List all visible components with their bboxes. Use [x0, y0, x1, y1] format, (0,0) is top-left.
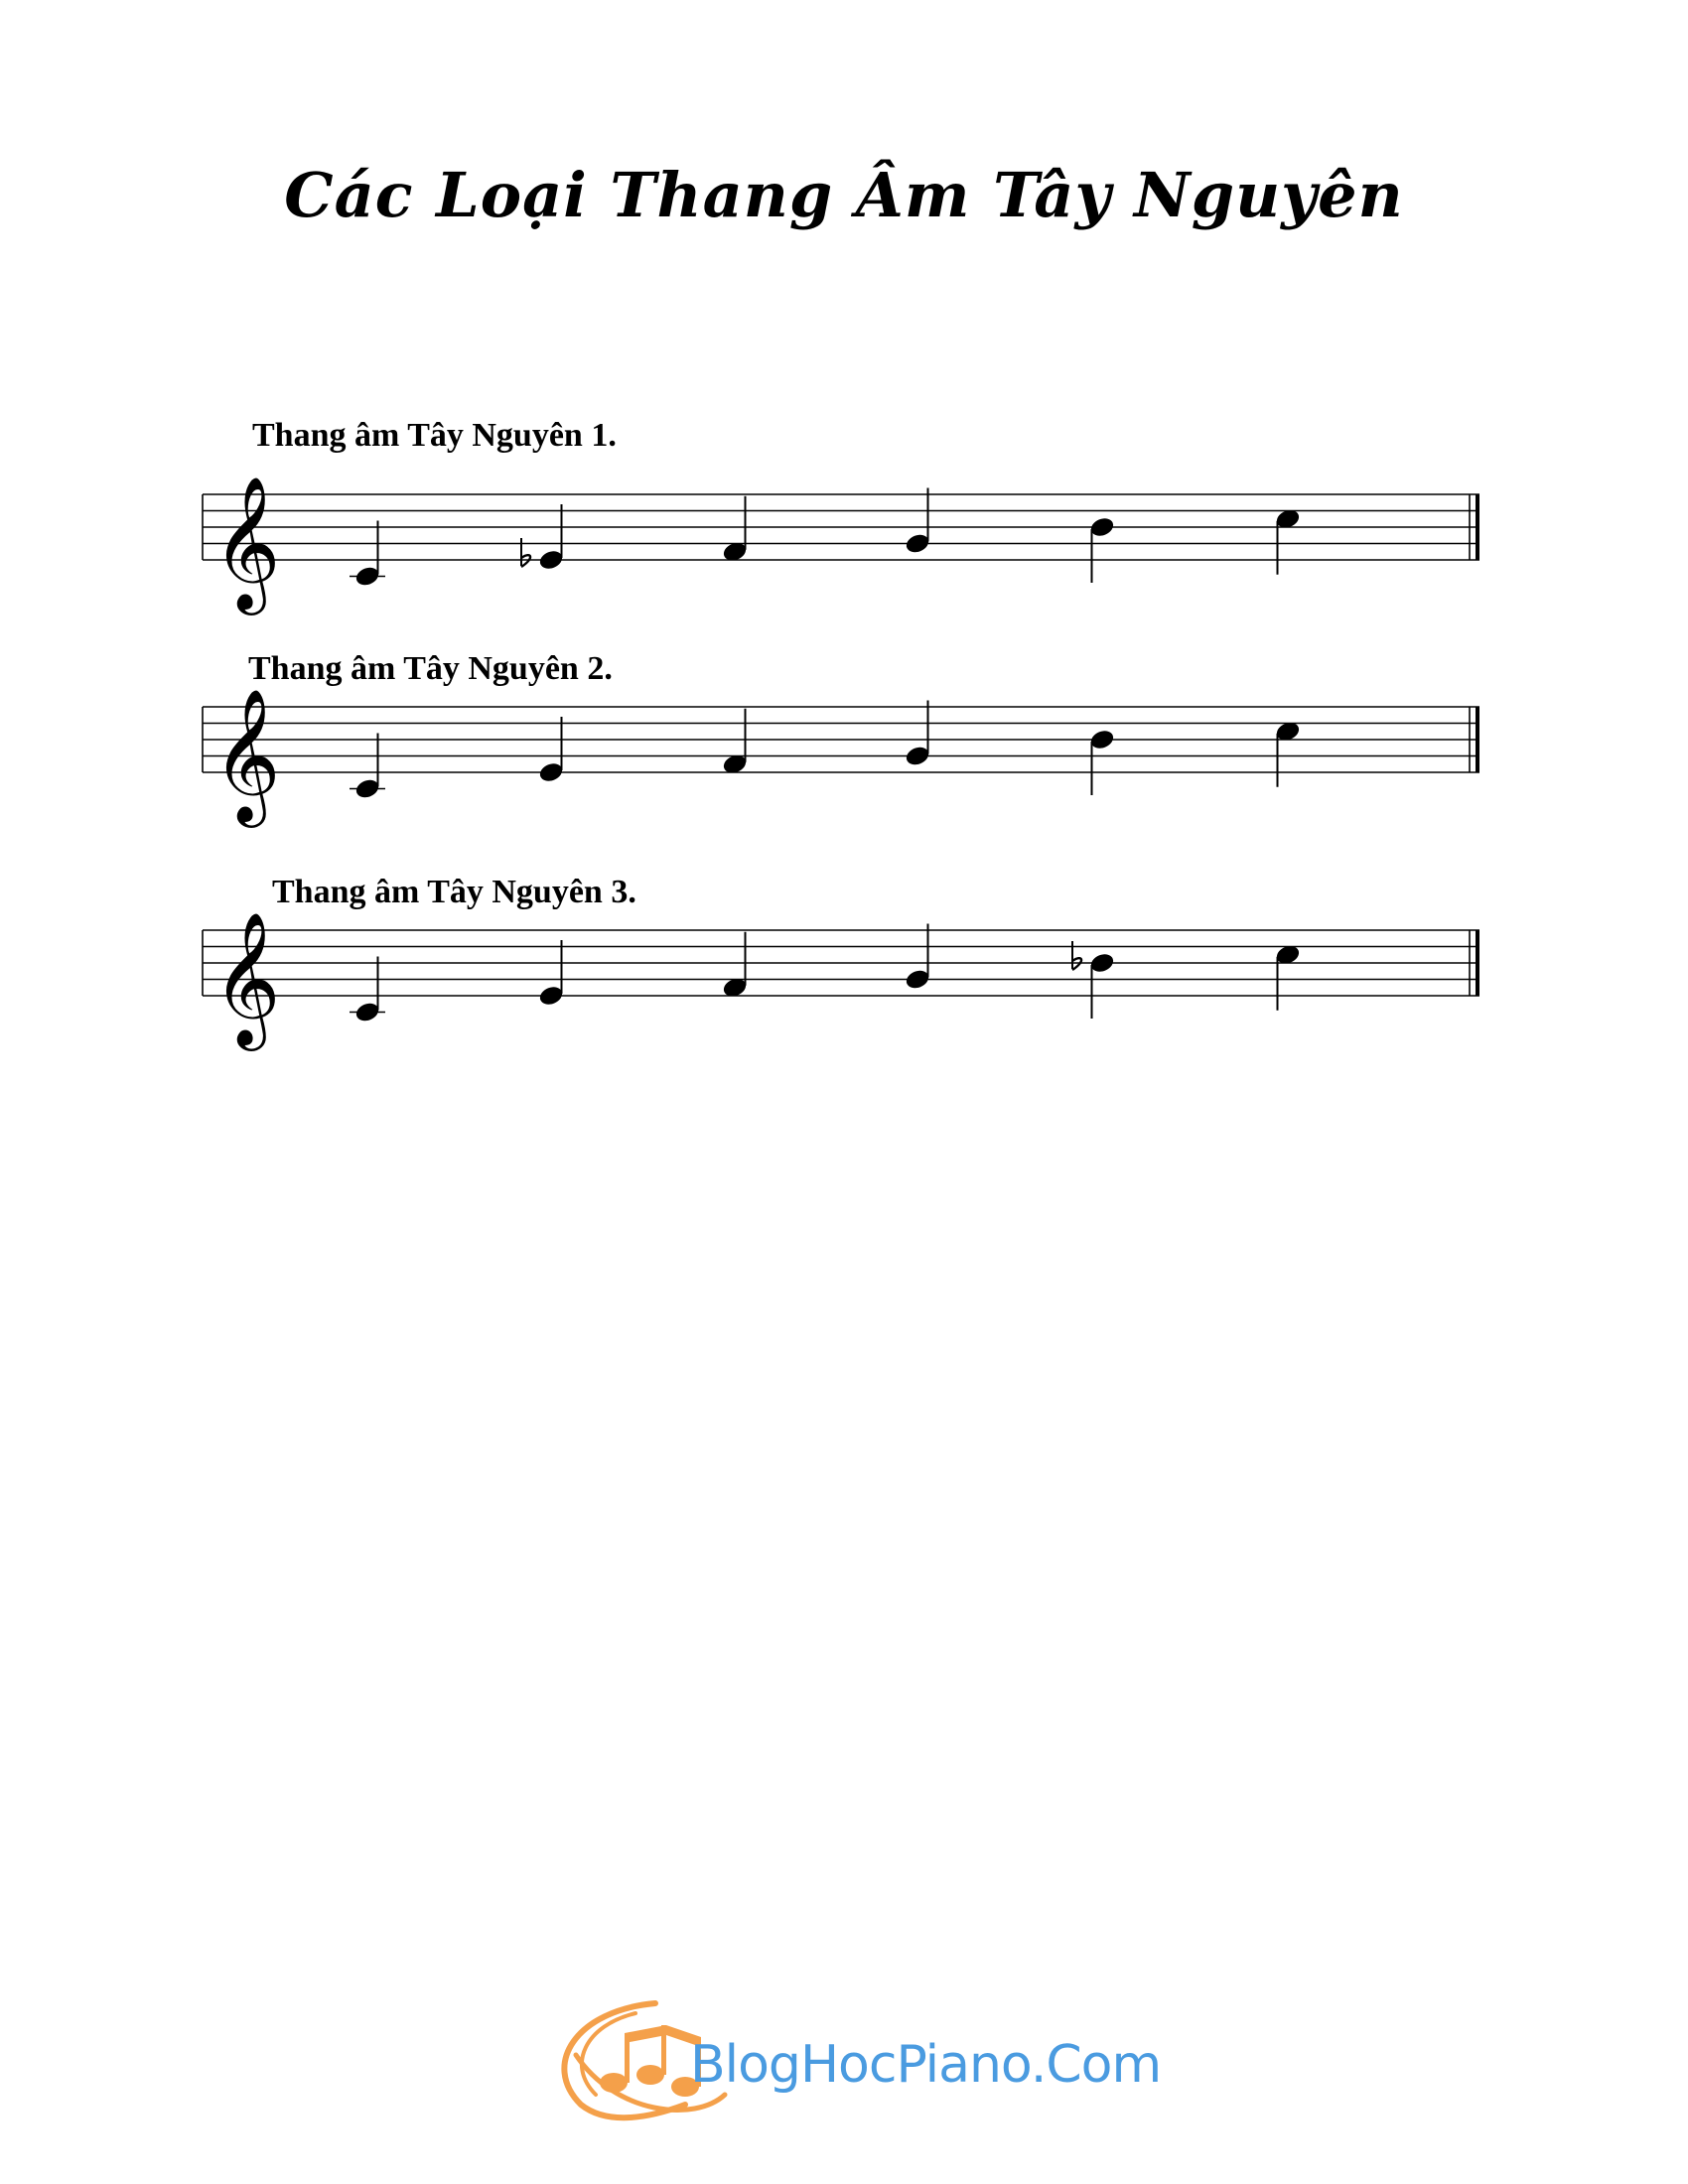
staff-3-note-b4-flat-icon [1072, 958, 1081, 970]
page-title: Các Loại Thang Âm Tây Nguyên [284, 159, 1404, 231]
staff-1-treble-clef-icon: 𝄞 [212, 476, 281, 610]
staff-1-note-e4-flat-icon [521, 555, 530, 567]
staff-3-treble-clef-icon: 𝄞 [212, 911, 281, 1045]
scale-2-label: Thang âm Tây Nguyên 2. [248, 650, 613, 687]
scale-1-label: Thang âm Tây Nguyên 1. [252, 417, 617, 454]
logo-text: BlogHocPiano.Com [690, 2035, 1162, 2095]
staff-2-treble-clef-icon: 𝄞 [212, 688, 281, 822]
scale-3-label: Thang âm Tây Nguyên 3. [272, 874, 636, 910]
